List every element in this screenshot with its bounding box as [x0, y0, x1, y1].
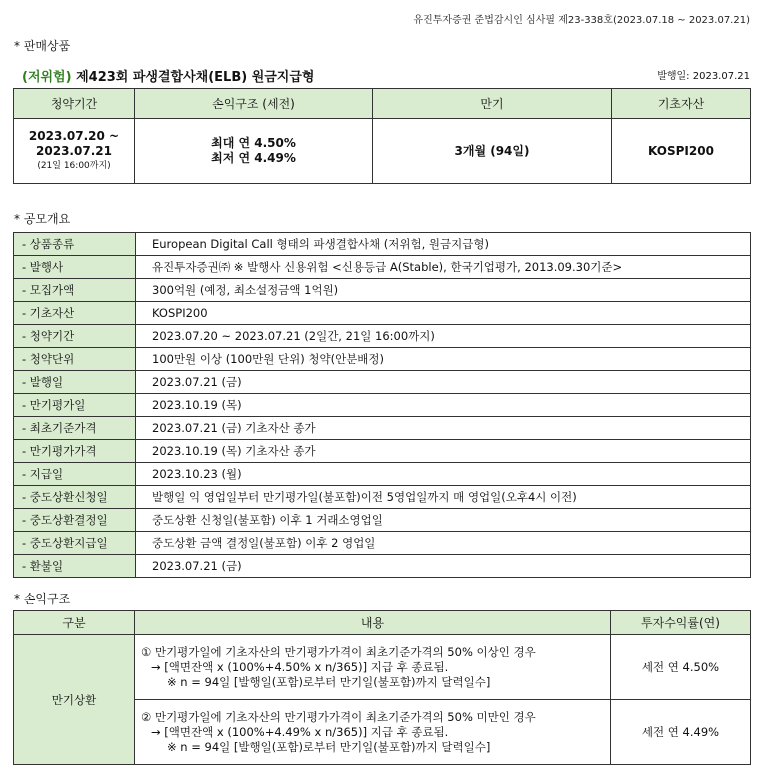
summary-value-row — [14, 119, 751, 184]
profit-case-note: ※ n = 94일 [발행일(포함)로부터 만기일(불포함)까지 달력일수] — [167, 674, 491, 689]
summary-maturity: 3개월 (94일) — [373, 119, 612, 184]
profit-category: 만기상환 — [14, 635, 135, 765]
summary-header-profit: 손익구조 (세전) — [135, 89, 373, 119]
overview-row — [14, 394, 751, 417]
overview-row-label: - 지급일 — [14, 463, 136, 486]
overview-row-value: 유진투자증권㈜ ※ 발행사 신용위험 <신용등급 A(Stable), 한국기업평가, 2013.09.30기준> — [136, 256, 751, 279]
overview-row-label: - 발행사 — [14, 256, 136, 279]
profit-case-rate: 세전 연 4.50% — [611, 635, 751, 700]
overview-row-value: 2023.07.20 ~ 2023.07.21 (2일간, 21일 16:00까지) — [136, 325, 751, 348]
profit-header-rate: 투자수익률(연) — [611, 611, 751, 635]
summary-header-row — [14, 89, 751, 119]
profit-case-content — [135, 700, 611, 765]
overview-row — [14, 325, 751, 348]
overview-table — [13, 232, 751, 578]
overview-row — [14, 256, 751, 279]
overview-row — [14, 371, 751, 394]
profit-case-note: ※ n = 94일 [발행일(포함)로부터 만기일(불포함)까지 달력일수] — [167, 739, 491, 754]
overview-row-value: 2023.07.21 (금) — [136, 555, 751, 578]
overview-row-value: 중도상환 금액 결정일(불포함) 이후 2 영업일 — [136, 532, 751, 555]
overview-row — [14, 463, 751, 486]
overview-row-value: 발행일 익 영업일부터 만기평가일(불포함)이전 5영업일까지 매 영업일(오후4시 이전) — [136, 486, 751, 509]
product-name: 제423회 파생결합사채(ELB) 원금지급형 — [71, 70, 315, 85]
overview-row — [14, 509, 751, 532]
overview-row-value: 2023.10.23 (월) — [136, 463, 751, 486]
section-profit-heading: * 손익구조 — [14, 592, 71, 606]
profit-case-condition: ② 만기평가일에 기초자산의 만기평가가격이 최초기준가격의 50% 미만인 경우 — [141, 709, 536, 724]
overview-row-label: - 모집가액 — [14, 279, 136, 302]
overview-row-label: - 만기평가일 — [14, 394, 136, 417]
overview-row-label: - 기초자산 — [14, 302, 136, 325]
profit-header-row — [14, 611, 751, 635]
summary-period-note: (21일 16:00까지) — [37, 160, 111, 171]
summary-header-underlying: 기초자산 — [612, 89, 751, 119]
summary-profit — [135, 119, 373, 184]
summary-header-maturity: 만기 — [373, 89, 612, 119]
overview-row — [14, 279, 751, 302]
overview-row — [14, 532, 751, 555]
overview-row — [14, 417, 751, 440]
summary-profit-min: 최저 연 4.49% — [211, 151, 296, 165]
summary-profit-max: 최대 연 4.50% — [211, 136, 296, 150]
product-title — [22, 66, 315, 85]
overview-row-value: 2023.07.21 (금) — [136, 371, 751, 394]
overview-row-label: - 중도상환지급일 — [14, 532, 136, 555]
overview-row — [14, 233, 751, 256]
overview-row-label: - 중도상환결정일 — [14, 509, 136, 532]
overview-row-value: 2023.10.19 (목) — [136, 394, 751, 417]
overview-row-value: 2023.10.19 (목) 기초자산 종가 — [136, 440, 751, 463]
overview-row — [14, 302, 751, 325]
profit-case-content — [135, 635, 611, 700]
overview-row-label: - 발행일 — [14, 371, 136, 394]
issue-date: 발행일: 2023.07.21 — [657, 71, 750, 82]
summary-header-period: 청약기간 — [14, 89, 135, 119]
profit-case-condition: ① 만기평가일에 기초자산의 만기평가가격이 최초기준가격의 50% 이상인 경우 — [141, 644, 536, 659]
profit-case-row — [14, 635, 751, 700]
overview-row-value: KOSPI200 — [136, 302, 751, 325]
overview-row-value: 100만원 이상 (100만원 단위) 청약(안분배정) — [136, 348, 751, 371]
approval-notice: 유진투자증권 준법감시인 심사필 제23-338호(2023.07.18 ~ 2023.07.21) — [413, 15, 750, 26]
overview-row — [14, 555, 751, 578]
section-overview-heading: * 공모개요 — [14, 212, 71, 226]
risk-tag: (저위험) — [22, 70, 72, 85]
overview-row-label: - 청약기간 — [14, 325, 136, 348]
overview-row-label: - 중도상환신청일 — [14, 486, 136, 509]
profit-table — [13, 610, 751, 765]
overview-row-value: 2023.07.21 (금) 기초자산 종가 — [136, 417, 751, 440]
overview-row — [14, 348, 751, 371]
profit-case-rate: 세전 연 4.49% — [611, 700, 751, 765]
overview-row-label: - 환불일 — [14, 555, 136, 578]
profit-case-payout: → [액면잔액 x (100%+4.50% x n/365)] 지급 후 종료됨. — [151, 659, 449, 674]
profit-header-content: 내용 — [135, 611, 611, 635]
profit-case-payout: → [액면잔액 x (100%+4.49% x n/365)] 지급 후 종료됨. — [151, 724, 449, 739]
section-sale-heading: * 판매상품 — [14, 39, 71, 53]
overview-row — [14, 440, 751, 463]
summary-underlying: KOSPI200 — [612, 119, 751, 184]
profit-header-category: 구분 — [14, 611, 135, 635]
overview-row — [14, 486, 751, 509]
summary-table — [13, 88, 751, 184]
summary-period — [14, 119, 135, 184]
overview-row-label: - 최초기준가격 — [14, 417, 136, 440]
overview-row-value: European Digital Call 형태의 파생결합사채 (저위험, 원금지급형) — [136, 233, 751, 256]
overview-row-label: - 만기평가가격 — [14, 440, 136, 463]
overview-row-value: 300억원 (예정, 최소설정금액 1억원) — [136, 279, 751, 302]
overview-row-label: - 청약단위 — [14, 348, 136, 371]
summary-period-end: 2023.07.21 — [36, 143, 112, 158]
summary-period-start: 2023.07.20 ~ — [28, 128, 120, 143]
overview-row-value: 중도상환 신청일(불포함) 이후 1 거래소영업일 — [136, 509, 751, 532]
overview-row-label: - 상품종류 — [14, 233, 136, 256]
